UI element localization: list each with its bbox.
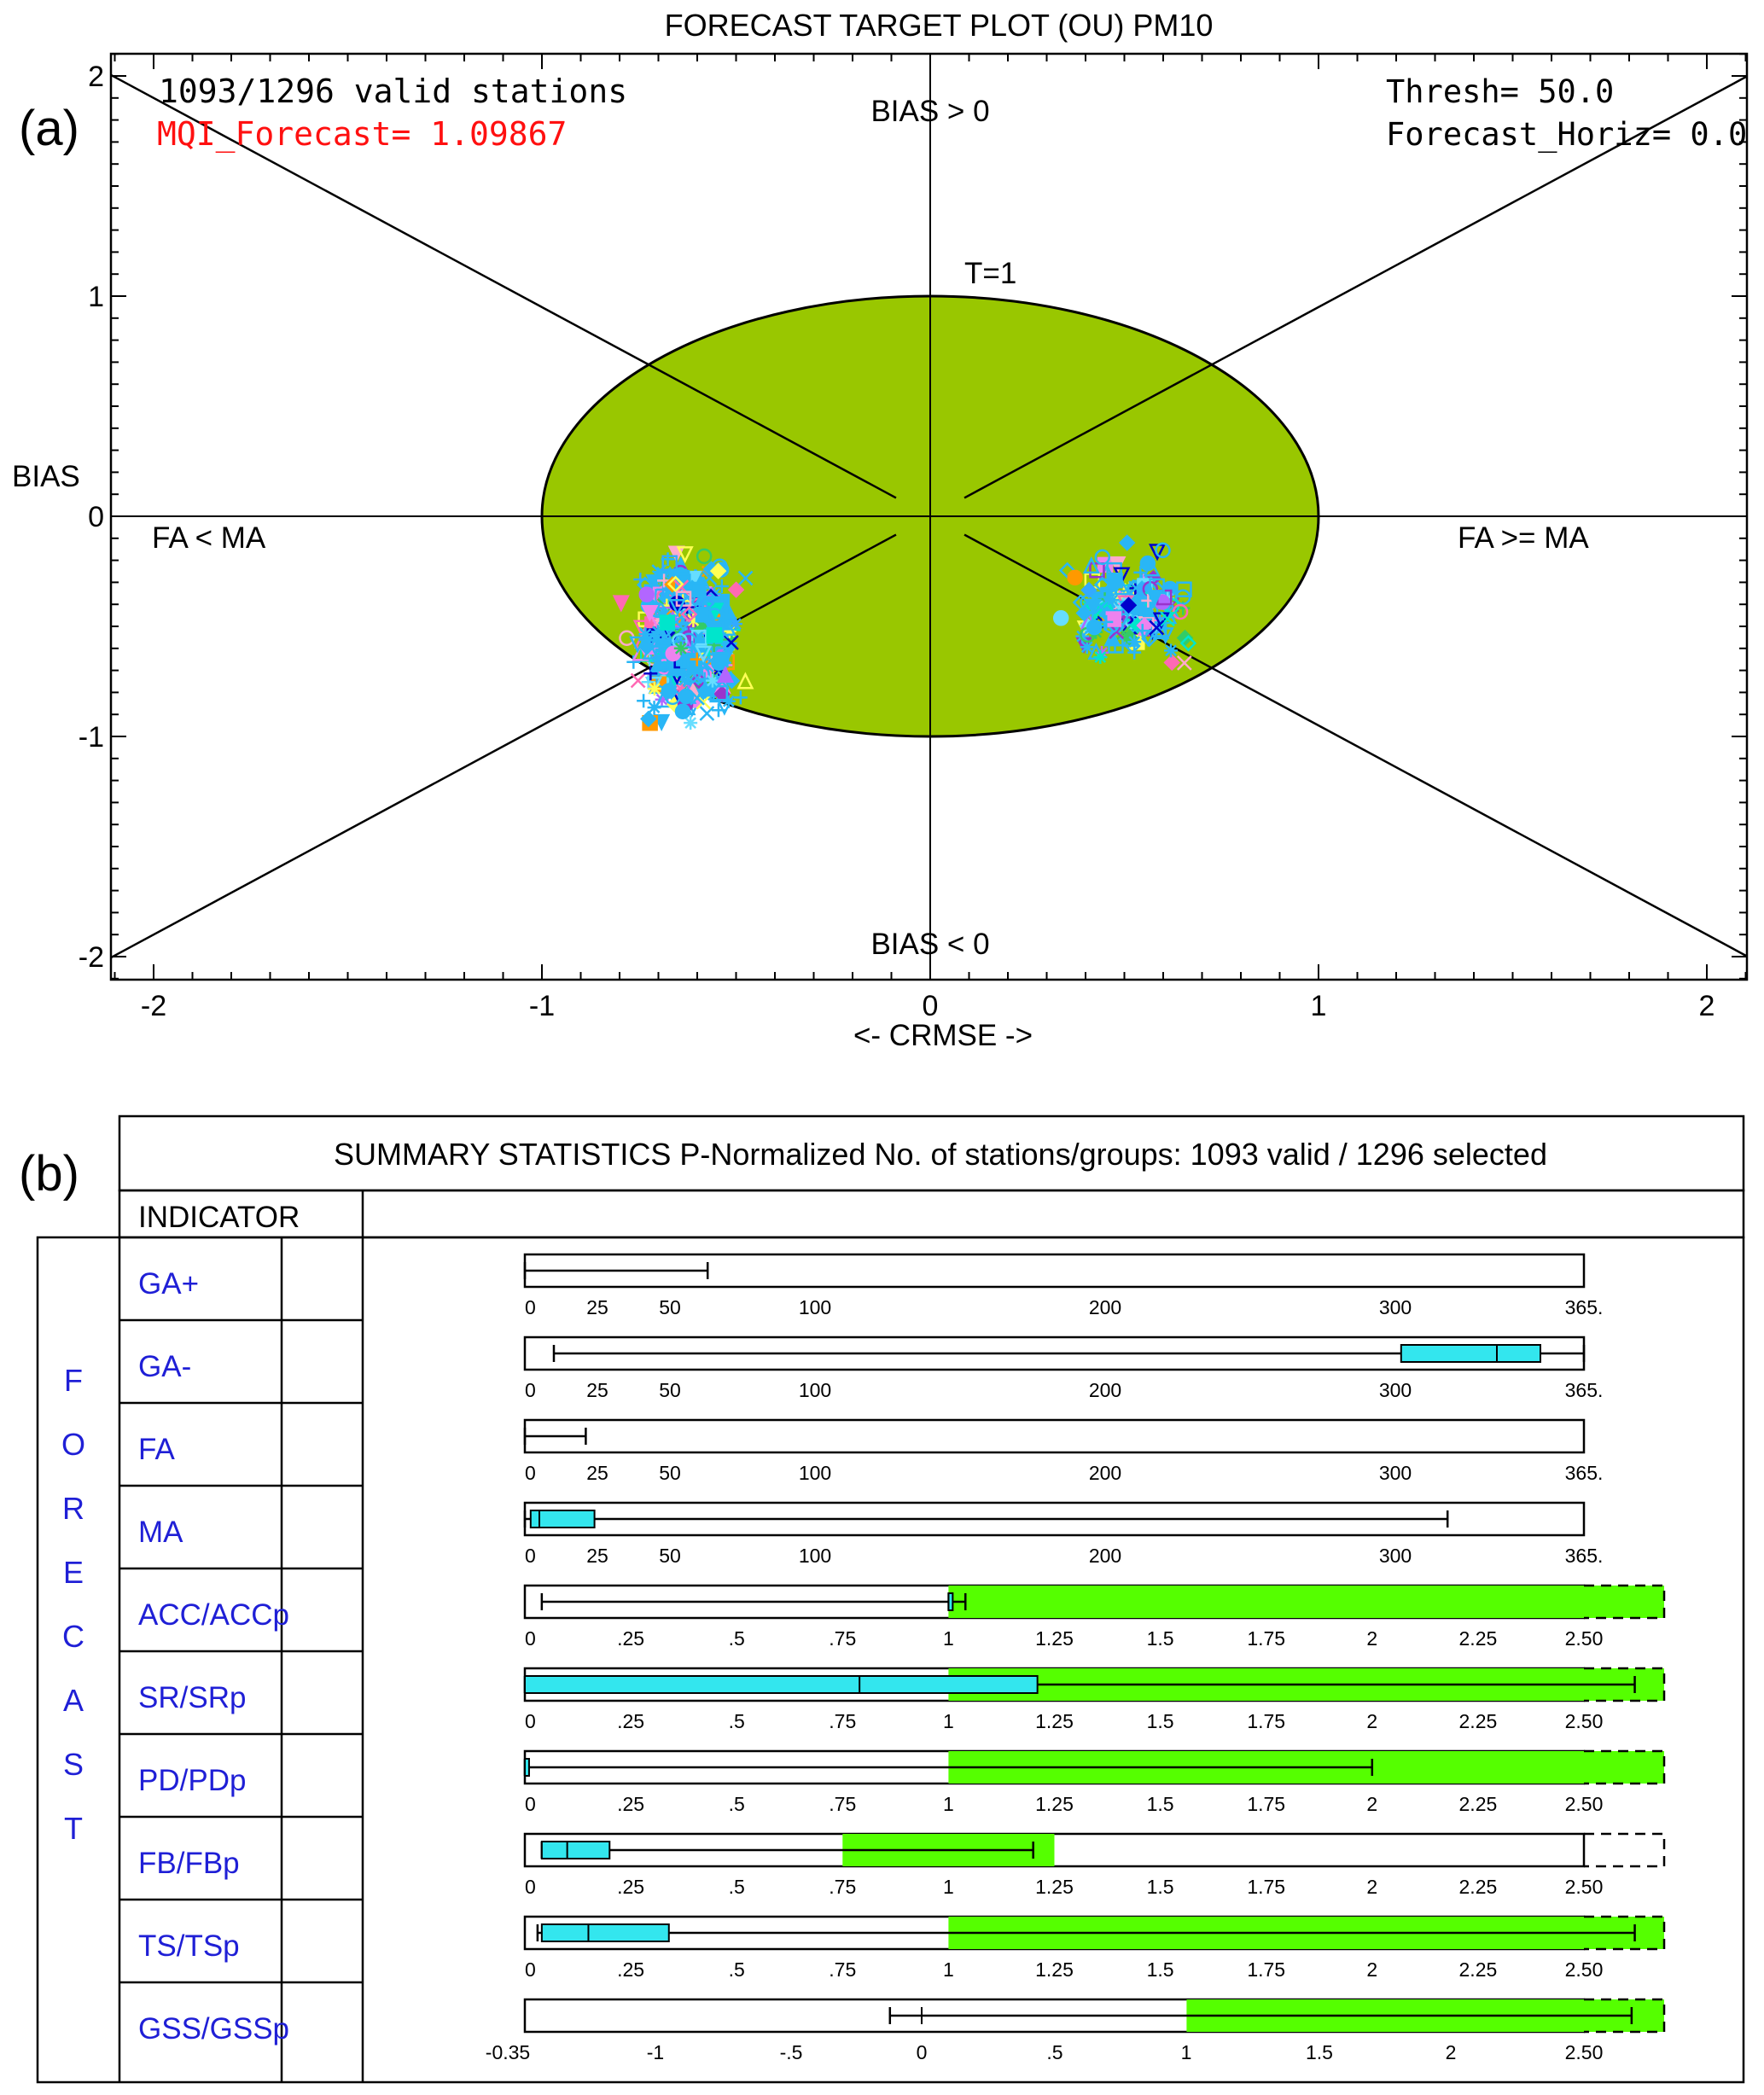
scale-tick-label: 0 — [916, 2041, 928, 2063]
scale-tick-label: 100 — [798, 1296, 832, 1318]
group-letter: E — [62, 1555, 84, 1590]
scale-tick-label: 1.25 — [1035, 1958, 1074, 1981]
scale-tick-label: 365. — [1564, 1296, 1604, 1318]
scale-tick-label: 1.25 — [1035, 1627, 1074, 1650]
x-tick-label: -1 — [528, 990, 556, 1022]
indicator-label: SR/SRp — [138, 1681, 247, 1714]
indicator-label: MA — [138, 1516, 183, 1549]
summary-row — [119, 1403, 1603, 1484]
bias-negative-label: BIAS < 0 — [870, 928, 990, 961]
scale-tick-label: 1 — [943, 1793, 954, 1815]
summary-row — [119, 1817, 1664, 1898]
scale-tick-label: 1.75 — [1247, 1627, 1286, 1650]
station-point — [640, 588, 654, 602]
scale-tick-label: 25 — [586, 1545, 608, 1567]
scale-tick-label: 2.50 — [1564, 1710, 1604, 1732]
scale-tick-label: 1.5 — [1146, 1876, 1174, 1898]
scale-tick-label: 1.5 — [1146, 1627, 1174, 1650]
indicator-label: GA+ — [138, 1267, 200, 1301]
scale-tick-label: 1.25 — [1035, 1710, 1074, 1732]
group-letter: F — [64, 1363, 83, 1398]
scale-tick-label: 2.50 — [1564, 1793, 1604, 1815]
station-point — [1093, 650, 1107, 664]
y-tick-label: 0 — [88, 501, 104, 533]
group-letter: R — [62, 1491, 84, 1526]
x-tick-label: 2 — [1698, 990, 1715, 1022]
scale-tick-label: -0.35 — [485, 2041, 531, 2063]
indicator-label: GA- — [138, 1350, 192, 1383]
bias-positive-label: BIAS > 0 — [870, 95, 990, 128]
valid-stations-text: 1093/1296 valid stations — [159, 73, 628, 110]
summary-row — [119, 1734, 1664, 1815]
y-tick-label: 2 — [88, 61, 104, 93]
scale-tick-label: .5 — [728, 1958, 745, 1981]
scale-tick-label: 25 — [586, 1379, 608, 1401]
station-point — [661, 616, 674, 630]
summary-rows — [119, 1254, 1664, 2063]
indicator-label: TS/TSp — [138, 1929, 240, 1963]
station-point — [1109, 573, 1122, 587]
scale-tick-label: 1 — [943, 1876, 954, 1898]
scale-tick-label: 1.75 — [1247, 1876, 1286, 1898]
scale-tick-label: 200 — [1088, 1545, 1122, 1567]
scale-tick-label: 0 — [525, 1627, 536, 1650]
station-point — [1107, 613, 1121, 626]
group-letter: S — [62, 1747, 84, 1782]
scale-tick-label: 100 — [798, 1545, 832, 1567]
x-tick-label: 0 — [922, 990, 939, 1022]
scale-tick-label: .75 — [829, 1627, 857, 1650]
forecast-horizon-text: Forecast_Horiz= 0.0 — [1386, 116, 1748, 153]
scale-tick-label: 0 — [525, 1545, 536, 1567]
scale-tick-label: .75 — [829, 1710, 857, 1732]
thresh-text: Thresh= 50.0 — [1386, 73, 1615, 110]
station-point — [1054, 611, 1068, 625]
scale-tick-label: 50 — [659, 1545, 681, 1567]
x-axis-label: <- CRMSE -> — [853, 1019, 1033, 1052]
quartile-box — [525, 1676, 1038, 1693]
scale-tick-label: 2.25 — [1458, 1710, 1498, 1732]
scale-tick-label: 50 — [659, 1462, 681, 1484]
scale-tick-label: 300 — [1378, 1545, 1412, 1567]
station-point — [707, 628, 721, 642]
scale-tick-label: .25 — [617, 1627, 645, 1650]
scale-tick-label: 2 — [1366, 1793, 1378, 1815]
scale-tick-label: 2 — [1366, 1876, 1378, 1898]
scale-tick-label: .25 — [617, 1793, 645, 1815]
scale-tick-label: 100 — [798, 1462, 832, 1484]
station-point — [1163, 582, 1177, 596]
scale-tick-label: 300 — [1378, 1379, 1412, 1401]
scale-tick-label: 0 — [525, 1379, 536, 1401]
station-point — [713, 653, 727, 666]
summary-title: SUMMARY STATISTICS P-Normalized No. of stations/groups: 1093 valid / 1296 selected — [334, 1137, 1547, 1172]
quartile-box — [531, 1510, 595, 1528]
group-letter: T — [64, 1811, 83, 1846]
scale-tick-label: 0 — [525, 1793, 536, 1815]
scale-tick-label: 2.50 — [1564, 2041, 1604, 2063]
fa-lt-ma-label: FA < MA — [152, 521, 266, 555]
fulfilment-zone — [948, 1586, 1584, 1618]
group-letter: C — [62, 1619, 84, 1654]
station-point — [638, 627, 652, 641]
fulfilment-zone-extension — [1584, 1751, 1664, 1784]
scale-tick-label: .5 — [728, 1710, 745, 1732]
scale-tick-label: .25 — [617, 1958, 645, 1981]
scale-tick-label: 1.75 — [1247, 1958, 1286, 1981]
scale-tick-label: 25 — [586, 1462, 608, 1484]
y-axis-label: BIAS — [12, 460, 80, 493]
scale-tick-label: 0 — [525, 1876, 536, 1898]
scale-tick-label: 300 — [1378, 1462, 1412, 1484]
station-point — [1164, 643, 1178, 657]
indicator-label: FA — [138, 1433, 175, 1466]
station-point — [1068, 571, 1082, 585]
scale-tick-label: .75 — [829, 1958, 857, 1981]
summary-row — [119, 1651, 1664, 1732]
scale-tick-label: .25 — [617, 1710, 645, 1732]
scale-tick-label: 1.75 — [1247, 1710, 1286, 1732]
scale-tick-label: .25 — [617, 1876, 645, 1898]
summary-row — [119, 1900, 1664, 1981]
scale-tick-label: 2 — [1366, 1710, 1378, 1732]
scale-tick-label: 2.25 — [1458, 1627, 1498, 1650]
scale-tick-label: 300 — [1378, 1296, 1412, 1318]
summary-row — [119, 1320, 1603, 1401]
scale-tick-label: .75 — [829, 1793, 857, 1815]
y-tick-label: -2 — [78, 941, 104, 974]
scale-tick-label: 1.5 — [1146, 1958, 1174, 1981]
scale-tick-label: 2.50 — [1564, 1958, 1604, 1981]
forecast-group-label — [61, 1363, 85, 1846]
scale-tick-label: 1 — [1180, 2041, 1192, 2063]
station-point — [676, 705, 690, 719]
indicator-label: ACC/ACCp — [138, 1598, 289, 1632]
indicator-header: INDICATOR — [138, 1201, 300, 1234]
scale-tick-label: .5 — [728, 1627, 745, 1650]
indicator-label: PD/PDp — [138, 1764, 247, 1797]
bar-extension-frame — [1584, 1834, 1664, 1866]
summary-row — [119, 1486, 1603, 1567]
scale-tick-label: 1 — [943, 1710, 954, 1732]
x-tick-label: 1 — [1310, 990, 1327, 1022]
scale-tick-label: 365. — [1564, 1379, 1604, 1401]
scale-tick-label: 365. — [1564, 1545, 1604, 1567]
group-letter: O — [61, 1427, 86, 1462]
quartile-box — [1401, 1345, 1540, 1362]
scale-tick-label: 2 — [1366, 1627, 1378, 1650]
scale-tick-label: .5 — [728, 1793, 745, 1815]
indicator-label: GSS/GSSp — [138, 2012, 290, 2046]
scale-tick-label: 25 — [586, 1296, 608, 1318]
scale-tick-label: 2.25 — [1458, 1793, 1498, 1815]
scale-tick-label: 1 — [943, 1627, 954, 1650]
target-plot — [12, 54, 1764, 1052]
panel-label-b: (b) — [19, 1146, 79, 1202]
scale-tick-label: 200 — [1088, 1462, 1122, 1484]
scale-tick-label: 50 — [659, 1296, 681, 1318]
scale-tick-label: 2.25 — [1458, 1958, 1498, 1981]
indicator-bar-frame — [525, 1420, 1584, 1452]
scale-tick-label: 365. — [1564, 1462, 1604, 1484]
scale-tick-label: 1.5 — [1146, 1710, 1174, 1732]
scale-tick-label: 0 — [525, 1296, 536, 1318]
scale-tick-label: 1.25 — [1035, 1876, 1074, 1898]
panel-label-a: (a) — [19, 101, 79, 156]
scale-tick-label: 0 — [525, 1462, 536, 1484]
scale-tick-label: 200 — [1088, 1379, 1122, 1401]
scale-tick-label: 1.5 — [1146, 1793, 1174, 1815]
scale-tick-label: 50 — [659, 1379, 681, 1401]
scale-tick-label: 2 — [1366, 1958, 1378, 1981]
fulfilment-zone-extension — [1584, 1586, 1664, 1618]
y-tick-label: 1 — [88, 281, 104, 313]
t1-label: T=1 — [964, 257, 1017, 290]
scale-tick-label: 2.50 — [1564, 1876, 1604, 1898]
scale-tick-label: 2.25 — [1458, 1876, 1498, 1898]
scale-tick-label: 0 — [525, 1710, 536, 1732]
scale-tick-label: -.5 — [779, 2041, 803, 2063]
summary-row — [119, 1982, 1664, 2063]
scale-tick-label: 200 — [1088, 1296, 1122, 1318]
target-plot-title: FORECAST TARGET PLOT (OU) PM10 — [664, 8, 1214, 43]
station-point — [648, 701, 661, 714]
scale-tick-label: 0 — [525, 1958, 536, 1981]
station-point — [648, 682, 661, 695]
scale-tick-label: 1.75 — [1247, 1793, 1286, 1815]
x-tick-label: -2 — [140, 990, 167, 1022]
quartile-box — [542, 1924, 669, 1941]
y-tick-label: -1 — [78, 721, 104, 754]
summary-row — [119, 1568, 1664, 1650]
station-point — [662, 684, 676, 698]
summary-row — [138, 1254, 1603, 1318]
scale-tick-label: .75 — [829, 1876, 857, 1898]
scale-tick-label: 1.25 — [1035, 1793, 1074, 1815]
scale-tick-label: 1.5 — [1306, 2041, 1333, 2063]
station-point — [1087, 620, 1101, 634]
station-point — [674, 642, 688, 655]
group-letter: A — [62, 1683, 84, 1718]
mqi-forecast-text: MQI_Forecast= 1.09867 — [157, 115, 568, 153]
fa-ge-ma-label: FA >= MA — [1458, 521, 1589, 555]
scale-tick-label: 2.50 — [1564, 1627, 1604, 1650]
station-point — [1127, 635, 1141, 649]
indicator-label: FB/FBp — [138, 1847, 240, 1880]
scale-tick-label: 1 — [943, 1958, 954, 1981]
scale-tick-label: .5 — [728, 1876, 745, 1898]
scale-tick-label: -1 — [646, 2041, 665, 2063]
scale-tick-label: 100 — [798, 1379, 832, 1401]
scale-tick-label: 2 — [1445, 2041, 1457, 2063]
summary-table — [38, 1116, 1744, 2082]
quartile-box — [542, 1842, 609, 1859]
scale-tick-label: .5 — [1046, 2041, 1063, 2063]
